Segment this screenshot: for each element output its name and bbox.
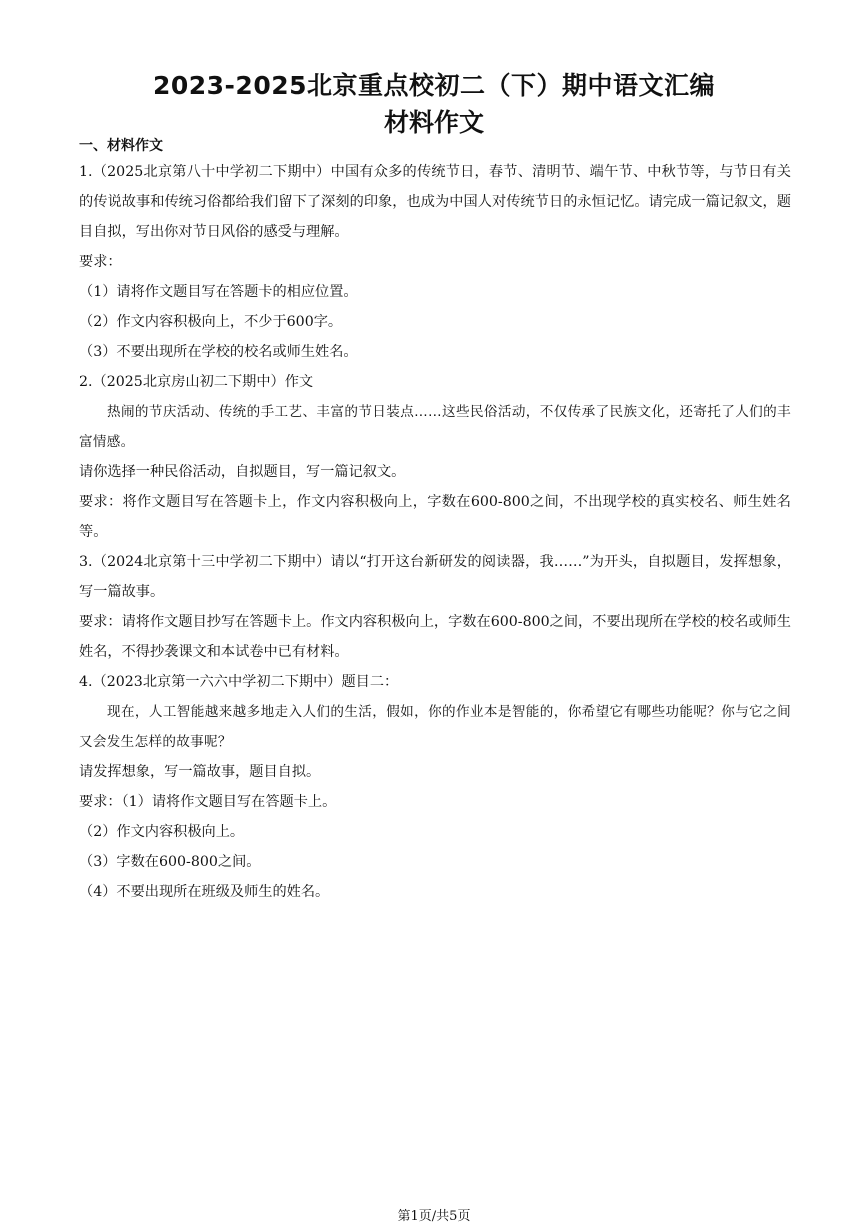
question-2-prompt: 请你选择一种民俗活动，自拟题目，写一篇记叙文。 [79, 464, 406, 480]
question-2-requirements: 要求：将作文题目写在答题卡上，作文内容积极向上，字数在600-800之间，不出现学校的真实校名、师生姓名等。 [79, 494, 791, 540]
question-3-text: 3.（2024北京第十三中学初二下期中）请以“打开这台新研发的阅读器，我……”为开头，自拟题目，发挥想象，写一篇故事。 [79, 554, 791, 600]
question-4-requirement-4: （4）不要出现所在班级及师生的姓名。 [79, 884, 330, 900]
question-4-requirement-2: （2）作文内容积极向上。 [79, 824, 245, 840]
question-4-requirement-3: （3）字数在600-800之间。 [79, 854, 261, 870]
question-2-heading: 2.（2025北京房山初二下期中）作文 [79, 374, 314, 390]
question-1-requirement-2: （2）作文内容积极向上，不少于600字。 [79, 314, 343, 330]
document-subtitle: 材料作文 [383, 108, 484, 137]
question-1-requirement-3: （3）不要出现所在学校的校名或师生姓名。 [79, 344, 358, 360]
question-1-requirements-label: 要求： [79, 254, 122, 270]
question-4-material: 现在，人工智能越来越多地走入人们的生活，假如，你的作业本是智能的，你希望它有哪些功能呢？你与它之间又会发生怎样的故事呢？ [79, 704, 791, 750]
question-3-requirements: 要求：请将作文题目抄写在答题卡上。作文内容积极向上，字数在600-800之间，不要出现所在学校的校名或师生姓名，不得抄袭课文和本试卷中已有材料。 [79, 614, 791, 660]
document-title: 2023-2025北京重点校初二（下）期中语文汇编 [152, 71, 716, 100]
question-1-requirement-1: （1）请将作文题目写在答题卡的相应位置。 [79, 284, 358, 300]
section-heading: 一、材料作文 [79, 138, 163, 154]
question-4-heading: 4.（2023北京第一六六中学初二下期中）题目二： [79, 674, 399, 690]
question-4-prompt: 请发挥想象，写一篇故事，题目自拟。 [79, 764, 321, 780]
question-2-material: 热闹的节庆活动、传统的手工艺、丰富的节日装点……这些民俗活动，不仅传承了民族文化，还寄托了人们的丰富情感。 [79, 404, 791, 450]
question-4-requirement-1: 要求：（1）请将作文题目写在答题卡上。 [79, 794, 337, 810]
question-1-text: 1.（2025北京第八十中学初二下期中）中国有众多的传统节日，春节、清明节、端午节、中秋节等，与节日有关的传说故事和传统习俗都给我们留下了深刻的印象，也成为中国人对传统节日的永恒记忆。请完成一篇记叙文，题目自拟，写出你对节日风俗的感受与理解。 [79, 164, 791, 240]
document-body [79, 135, 791, 907]
page-number: 第1页/共5页 [397, 1209, 471, 1224]
